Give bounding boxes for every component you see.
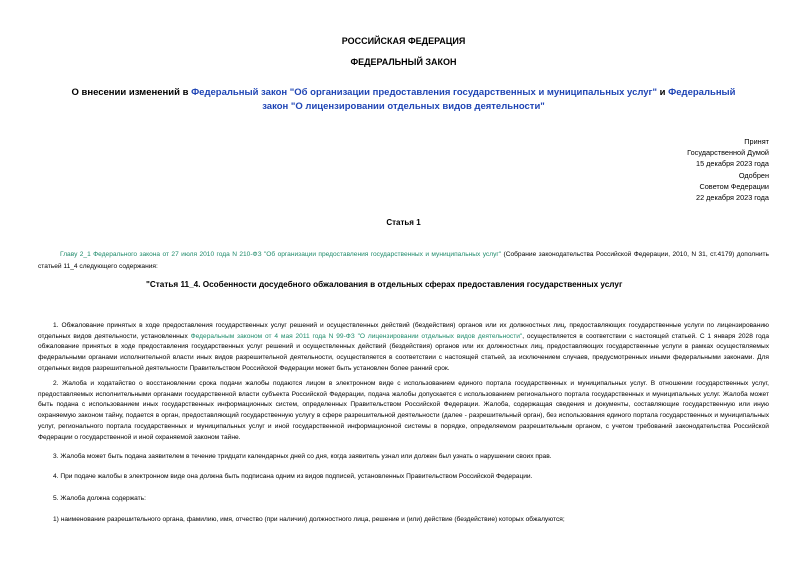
subject-link-services-law[interactable]: Федеральный закон "Об организации предоставления государственных и муниципальных услуг" (191, 87, 658, 98)
article-heading: Статья 1 (386, 218, 421, 227)
subject-link-licensing-law[interactable]: Федеральный закон "О лицензировании отдельных видов деятельности" (262, 87, 736, 112)
article-intro-paragraph (38, 249, 769, 272)
country-heading: РОССИЙСКАЯ ФЕДЕРАЦИЯ (341, 36, 466, 46)
adoption-line: 22 декабря 2023 года (696, 193, 769, 203)
paragraph-6 (38, 515, 769, 526)
paragraph-5-text: 5. Жалоба должна содержать: (53, 495, 146, 502)
intro-text: (Собрание законодательства Российской Федерации, 2010, N 31, ст.4179) дополнить статьей 11_4 следующего содержания: (38, 251, 769, 270)
paragraph-1-text-b: , осуществляется в соответствии с настоящей статьей. С 1 января 2028 года обжалование принятых в ходе предоставления государственных услуг решений и осуществленных действий (бездействия) органов или их должностных лиц, предоставляющих государственные услуги в рамках осуществляемых федеральными органами исполнительной власти иных видов разрешительной деятельности, осуществляется в соответствии с настоящей статьей, за исключением случаев, предусмотренных иными федеральными законами. Для отдельных видов разрешительной деятельности Правительством Российской Федерации может быть установлен более ранний срок. (38, 332, 769, 372)
paragraph-1 (38, 321, 769, 375)
paragraph-5 (38, 494, 769, 505)
subject-text-1: О внесении изменений в (71, 87, 192, 98)
new-article-title: "Статья 11_4. Особенности досудебного обжалования в отдельных сферах предоставления государственных услуг (146, 280, 623, 289)
paragraph-3 (38, 452, 769, 463)
paragraph-2 (38, 379, 769, 443)
adoption-line: Советом Федерации (699, 181, 769, 191)
law-subject-title (60, 86, 747, 114)
intro-link-chapter[interactable]: Главу 2_1 Федерального закона от 27 июля 2010 года N 210-ФЗ "Об организации предоставления государственных и муниципальных услуг" (60, 251, 502, 258)
paragraph-2-text: 2. Жалоба и ходатайство о восстановлении срока подачи жалобы подаются лицом в электронном виде с использованием единого портала государственных и муниципальных услуг. В отношении государственных услуг, предоставляемых исполнительными органами государственной власти субъекта Российской Федерации, подача жалобы допускается с использованием регионального портала государственных и муниципальных услуг. Жалоба может быть подана с использованием иных государственных информационных систем, определенных Правительством Российской Федерации. Жалоба, содержащая сведения и документы, составляющие государственную или иную охраняемую законом тайну, подается в орган, предоставляющий государственную услугу в сфере разрешительной деятельности (далее - разрешительный орган), без использования единого портала государственных и муниципальных услуг, регионального портала государственных и муниципальных услуг и иной государственной информационной системы в порядке, определяемом разрешительным органом, с учетом требований законодательства Российской Федерации о государственной и иной охраняемой законом тайне. (38, 380, 769, 441)
adoption-line: Государственной Думой (687, 148, 769, 158)
paragraph-6-text: 1) наименование разрешительного органа, фамилию, имя, отчество (при наличии) должностного лица, решение и (или) действие (бездействие) которых обжалуются; (53, 516, 565, 523)
paragraph-1-link-licensing-law[interactable]: Федеральным законом от 4 мая 2011 года N 99-ФЗ "О лицензировании отдельных видов деятельности" (190, 332, 523, 340)
paragraph-4 (38, 472, 769, 483)
adoption-line: Принят (744, 137, 769, 146)
paragraph-1-text-a: 1. Обжалование принятых в ходе предоставления государственных услуг решений и осуществленных действий (бездействия) органов или их должностных лиц, предоставляющих государственные услуги по лицензированию отдельных видов деятельности, установленных (38, 322, 769, 340)
law-type-heading: ФЕДЕРАЛЬНЫЙ ЗАКОН (350, 57, 457, 67)
adoption-line: 15 декабря 2023 года (696, 159, 769, 169)
adoption-info (687, 136, 769, 203)
subject-text-2: и (657, 87, 669, 98)
paragraph-3-text: 3. Жалоба может быть подана заявителем в течение тридцати календарных дней со дня, когда заявитель узнал или должен был узнать о нарушении своих прав. (53, 453, 552, 460)
adoption-line: Одобрен (738, 170, 769, 180)
paragraph-4-text: 4. При подаче жалобы в электронном виде она должна быть подписана одним из видов подписей, установленных Правительством Российской Федерации. (53, 473, 533, 480)
